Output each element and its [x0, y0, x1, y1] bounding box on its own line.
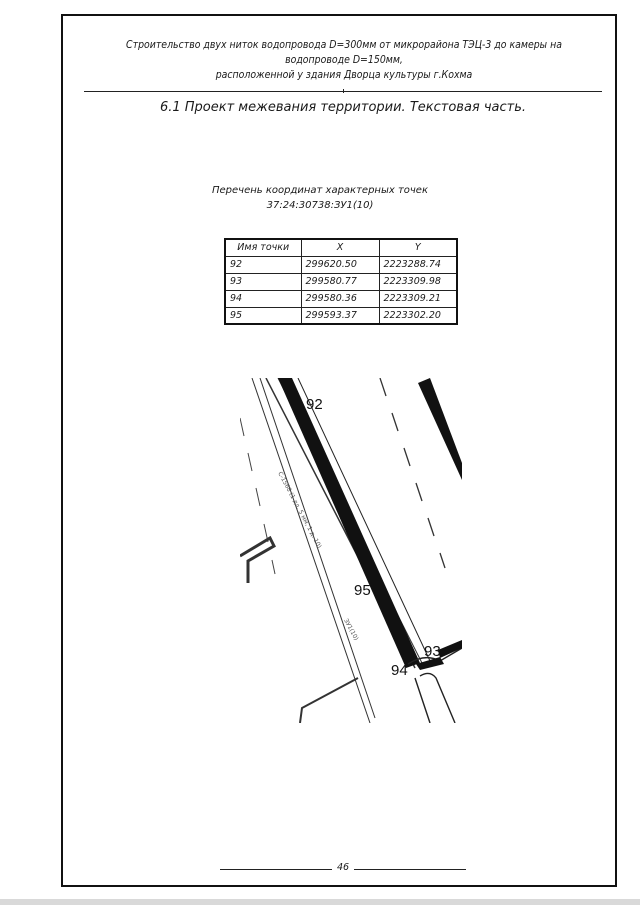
cell-point: 92 — [225, 256, 301, 273]
bottom-strip — [0, 899, 640, 905]
left-dash-line — [240, 418, 275, 574]
header-tick — [343, 89, 344, 93]
section-title: 6.1 Проект межевания территории. Текстовая часть. — [159, 100, 527, 115]
cell-x: 299580.36 — [301, 290, 379, 307]
cell-y: 2223309.21 — [379, 290, 457, 307]
building-outline — [240, 538, 274, 583]
document-header — [105, 38, 583, 83]
table-row — [225, 307, 457, 324]
cell-x: 299593.37 — [301, 307, 379, 324]
coordinates-table — [224, 238, 458, 325]
caption-line-2: 37:24:30738:ЗУ1(10) — [266, 200, 374, 211]
footer-rule-left — [220, 869, 332, 870]
header-line-1: Строительство двух ниток водопровода D=300мм от микрорайона ТЭЦ-3 до камеры на водопроводе D=150мм, — [126, 40, 562, 66]
caption-line-1: Перечень координат характерных точек — [211, 185, 428, 196]
header-x: X — [301, 239, 379, 256]
cell-point: 95 — [225, 307, 301, 324]
footer-rule-right — [354, 869, 466, 870]
cell-x: 299580.77 — [301, 273, 379, 290]
road-line-5 — [298, 378, 430, 661]
cell-x: 299620.50 — [301, 256, 379, 273]
header-point-name: Имя точки — [225, 239, 301, 256]
parcel-annotation: ЗУ1(10) — [342, 617, 360, 642]
table-caption — [200, 183, 440, 213]
cell-y: 2223302.20 — [379, 307, 457, 324]
right-thick-line — [418, 378, 462, 480]
building-outline-lower — [300, 678, 358, 723]
page-number: 46 — [336, 862, 350, 873]
point-label-92: 92 — [306, 396, 323, 413]
point-label-93: 93 — [424, 643, 441, 660]
cell-y: 2223288.74 — [379, 256, 457, 273]
cell-point: 93 — [225, 273, 301, 290]
table-row — [225, 273, 457, 290]
header-line-2: расположенной у здания Дворца культуры г.Кохма — [215, 70, 473, 81]
header-y: Y — [379, 239, 457, 256]
cell-point: 94 — [225, 290, 301, 307]
point-label-94: 94 — [391, 662, 408, 679]
table-row — [225, 290, 457, 307]
table-row — [225, 256, 457, 273]
table-header-row — [225, 239, 457, 256]
road-annotation: С-1568 (1 дл. 5 мм, 1 д. 10) — [276, 470, 323, 550]
point-label-95: 95 — [354, 582, 371, 599]
parcel-map — [240, 378, 462, 723]
cell-y: 2223309.98 — [379, 273, 457, 290]
